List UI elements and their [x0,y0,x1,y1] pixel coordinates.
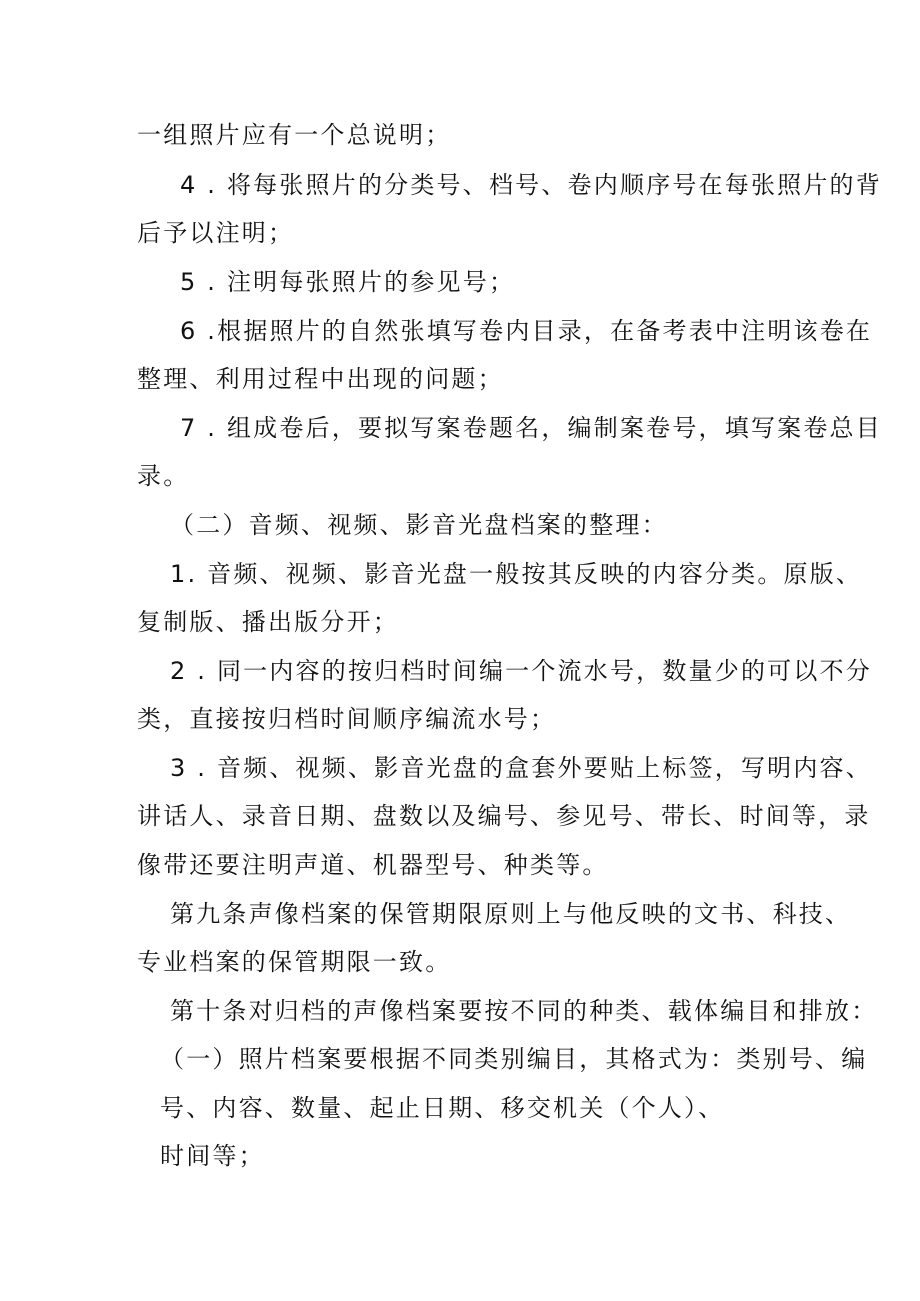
text-line: 专业档案的保管期限一致。 [137,948,452,976]
text-line: 一组照片应有一个总说明； [137,121,452,149]
text-line: 6 .根据照片的自然张填写卷内目录，在备考表中注明该卷在 [180,317,873,345]
article-10: 第十条对归档的声像档案要按不同的种类、载体编目和排放： [170,997,878,1025]
text-line: 2 . 同一内容的按归档时间编一个流水号，数量少的可以不分 [170,657,872,685]
text-line: 像带还要注明声道、机器型号、种类等。 [137,851,609,879]
text-line: 类，直接按归档时间顺序编流水号； [137,705,557,733]
text-line: 号、内容、数量、起止日期、移交机关（个人）、 [160,1094,725,1122]
text-line: 讲话人、录音日期、盘数以及编号、参见号、带长、时间等，录 [137,802,871,830]
text-line: 4 . 将每张照片的分类号、档号、卷内顺序号在每张照片的背 [180,171,882,199]
text-line: 录。 [137,462,190,490]
text-line: （一）照片档案要根据不同类别编目，其格式为：类别号、编 [160,1045,868,1073]
text-line: 5 . 注明每张照片的参见号； [180,268,516,296]
article-9: 第九条声像档案的保管期限原则上与他反映的文书、科技、 [170,900,852,928]
text-line: 1. 音频、视频、影音光盘一般按其反映的内容分类。原版、 [170,560,863,588]
text-line: 整理、利用过程中出现的问题； [137,365,504,393]
text-line: 后予以注明； [137,219,295,247]
section-heading: （二）音频、视频、影音光盘档案的整理： [170,511,668,539]
text-line: 复制版、播出版分开； [137,608,399,636]
text-line: 7 . 组成卷后，要拟写案卷题名，编制案卷号，填写案卷总目 [180,414,882,442]
text-line: 时间等； [160,1142,265,1170]
text-line: 3 . 音频、视频、影音光盘的盒套外要贴上标签，写明内容、 [170,754,872,782]
